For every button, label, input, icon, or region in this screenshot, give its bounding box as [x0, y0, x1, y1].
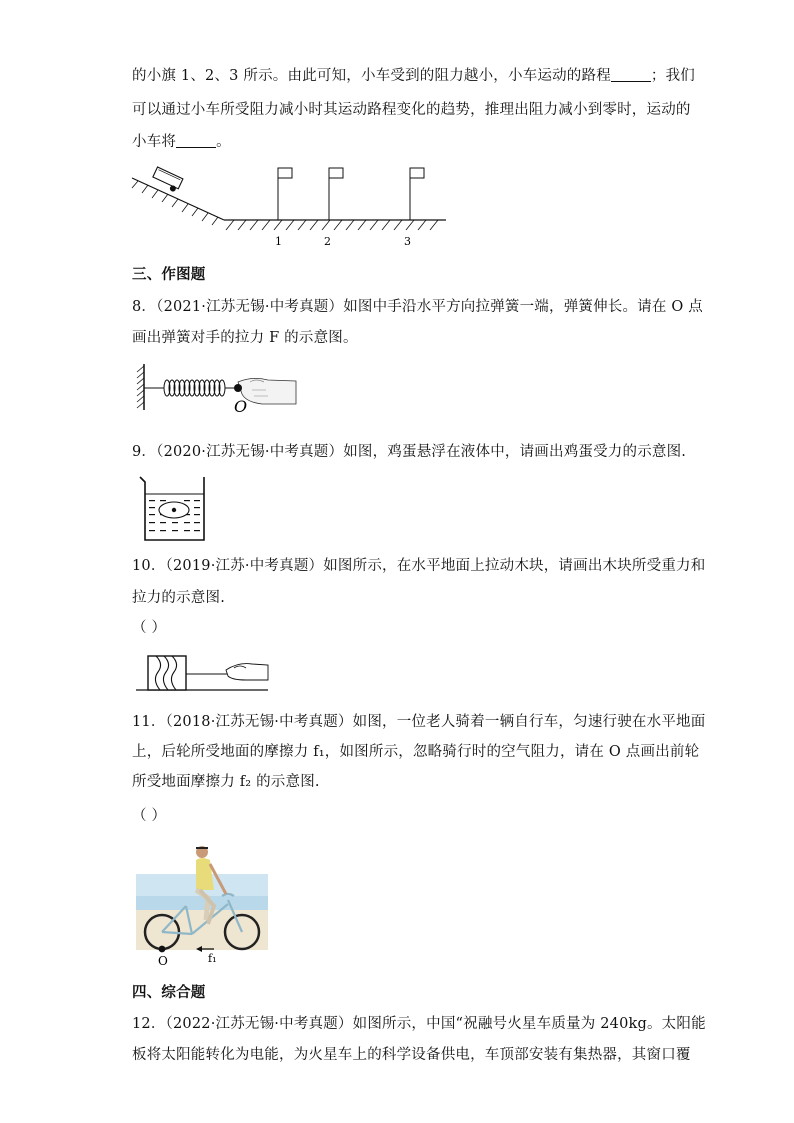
q7-line-2: 可以通过小车所受阻力减小时其运动路程变化的趋势，推理出阻力减小到零时，运动的 — [132, 102, 691, 118]
q7-line-1 — [132, 66, 696, 86]
q10-line-1: 10．（2019·江苏·中考真题）如图所示，在水平地面上拉动木块，请画出木块所受重力和 — [132, 558, 706, 574]
q7-text: ；我们 — [650, 68, 696, 84]
q7-line-3 — [132, 132, 672, 152]
force-f1-label: f₁ — [208, 952, 217, 965]
wood-block — [148, 656, 186, 690]
point-o[interactable] — [159, 946, 166, 953]
spring-hand-figure — [134, 360, 300, 416]
ground-hatching — [226, 220, 438, 230]
flag-1 — [278, 168, 292, 220]
q9-line-1: 9．（2020·江苏无锡·中考真题）如图，鸡蛋悬浮在液体中，请画出鸡蛋受力的示意图. — [132, 444, 687, 460]
q8-line-2: 画出弹簧对手的拉力 F 的示意图。 — [132, 330, 358, 346]
wall-hatching — [137, 366, 144, 408]
flag-label-1: 1 — [275, 235, 282, 248]
q7-text: 的小旗 1、2、3 所示。由此可知，小车受到的阻力越小，小车运动的路程 — [132, 68, 611, 84]
hand-icon — [226, 664, 268, 680]
q8-line-1: 8．（2021·江苏无锡·中考真题）如图中手沿水平方向拉弹簧一端，弹簧伸长。请在 O 点 — [132, 299, 703, 315]
flag-3 — [410, 168, 424, 220]
ramp-flags-figure — [128, 162, 450, 250]
q11-line-2: 上，后轮所受地面的摩擦力 f₁，如图所示，忽略骑行时的空气阻力，请在 O 点画出前轮 — [132, 744, 700, 760]
q11-line-3: 所受地面摩擦力 f₂ 的示意图. — [132, 774, 320, 790]
flag-label-2: 2 — [324, 235, 331, 248]
point-o-label: O — [234, 397, 248, 416]
q12-line-2: 板将太阳能转化为电能，为火星车上的科学设备供电，车顶部安装有集热器，其窗口覆 — [132, 1047, 691, 1063]
q7-text: 小车将 — [132, 134, 177, 150]
spring-coils — [164, 380, 225, 396]
q12-line-1: 12．（2022·江苏无锡·中考真题）如图所示，中国“祝融号火星车质量为 240kg。太阳能 — [132, 1016, 706, 1032]
q10-line-2: 拉力的示意图. — [132, 590, 226, 606]
point-o[interactable] — [234, 384, 242, 392]
point-o-label: O — [158, 954, 168, 968]
egg-center[interactable] — [172, 508, 176, 512]
flag-2 — [329, 168, 343, 220]
section-4-title: 四、综合题 — [132, 984, 206, 1001]
q10-answer-blank[interactable]: （ ） — [132, 620, 167, 636]
section-3-title: 三、作图题 — [132, 266, 206, 283]
q7-blank-2[interactable] — [176, 133, 216, 148]
q7-text: 。 — [216, 134, 231, 150]
q7-blank-1[interactable] — [611, 67, 651, 82]
q11-answer-blank[interactable]: （ ） — [132, 808, 167, 824]
flag-label-3: 3 — [404, 235, 411, 248]
bicycle-photo — [136, 836, 268, 968]
beaker-egg-figure — [136, 474, 210, 544]
q11-line-1: 11．（2018·江苏无锡·中考真题）如图，一位老人骑着一辆自行车，匀速行驶在水平地面 — [132, 714, 706, 730]
block-pull-figure — [134, 650, 272, 696]
